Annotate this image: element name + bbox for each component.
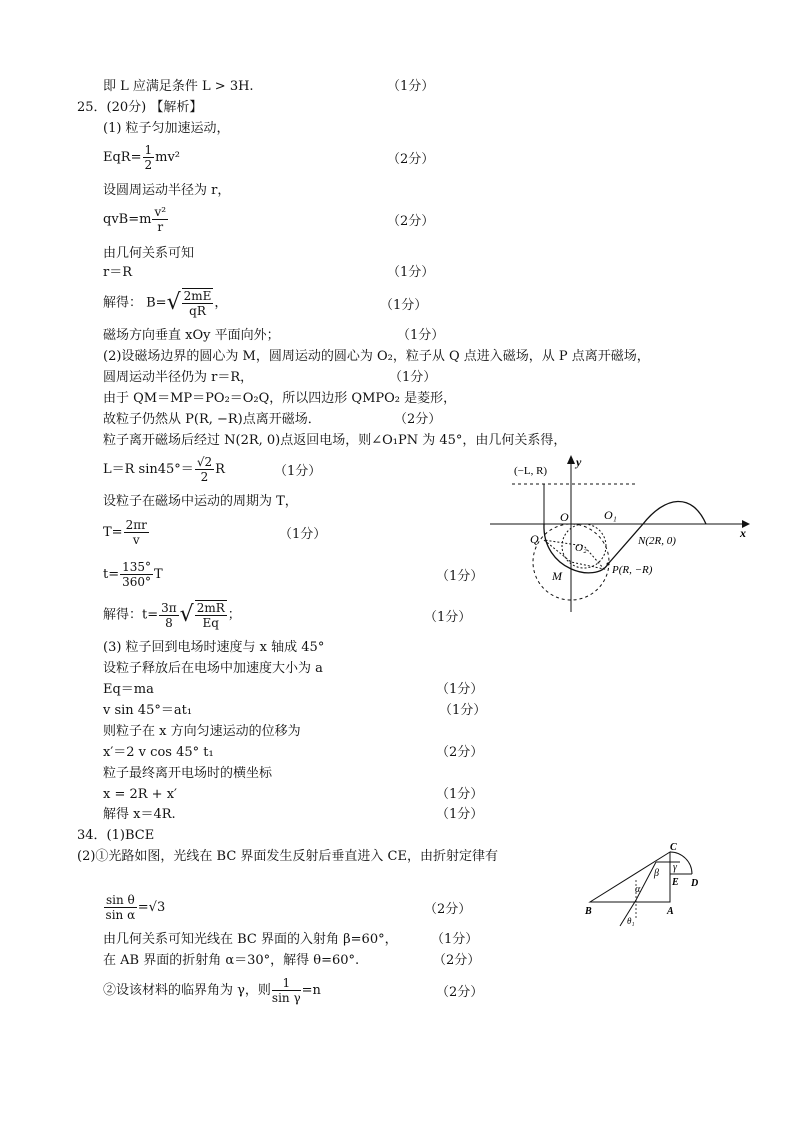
text-line: 粒子离开磁场后经过 N(2R, 0)点返回电场，则∠O₁PN 为 45°，由几何关系得， bbox=[103, 433, 567, 448]
question-25-heading: 25．(20分) 【解析】 bbox=[77, 100, 203, 115]
label-c: C bbox=[670, 842, 677, 853]
text-line: (1) 粒子匀加速运动， bbox=[103, 121, 230, 136]
label-e: E bbox=[672, 877, 679, 888]
equation: T= $\frac{2\pi r}{v}$ bbox=[103, 518, 147, 547]
equation: 解得：t= $\frac{3\pi}{8}$ √ $\frac{2mR}{Eq}$ ； bbox=[103, 600, 241, 630]
label-beta: β bbox=[654, 868, 659, 879]
label-b: B bbox=[585, 906, 592, 917]
y-axis-arrow-icon bbox=[567, 455, 575, 464]
equation: ②设该材料的临界角为 γ，则 $\frac{1}{\text{sin γ}}$ =n bbox=[103, 976, 321, 1005]
text-line: 在 AB 界面的折射角 α＝30°，解得 θ=60°. bbox=[103, 953, 360, 968]
text-line: 由几何关系可知光线在 BC 界面的入射角 β=60°， bbox=[103, 932, 398, 947]
equation: 解得： B=√ $\frac{2mE}{qR}$ ， bbox=[103, 289, 228, 318]
score: （1分） bbox=[436, 682, 484, 697]
score: （1分） bbox=[387, 265, 435, 280]
text-line: 故粒子仍然从 P(R, −R)点离开磁场． bbox=[103, 412, 321, 427]
p-label: P(R, −R) bbox=[612, 564, 653, 576]
electric-field-trajectory bbox=[608, 501, 706, 564]
score: （1分） bbox=[389, 370, 437, 385]
equation: L＝R sin45°＝ $\frac{√2}{2}$ R bbox=[103, 455, 225, 484]
q-label: Q bbox=[530, 532, 539, 546]
text-line: 磁场方向垂直 xOy 平面向外； bbox=[103, 328, 280, 343]
score: （1分） bbox=[387, 79, 435, 94]
text-line: Eq＝ma bbox=[103, 682, 154, 697]
n-label: N(2R, 0) bbox=[638, 535, 676, 547]
score: （2分） bbox=[394, 412, 442, 427]
magnetic-field-diagram bbox=[480, 452, 760, 617]
text-line: 即 L 应满足条件 L > 3H. bbox=[103, 79, 254, 94]
text-line: 由几何关系可知 bbox=[103, 246, 195, 261]
text-line: 设圆周运动半径为 r， bbox=[103, 183, 231, 198]
score: （1分） bbox=[439, 703, 487, 718]
text-line: 粒子最终离开电场时的横坐标 bbox=[103, 766, 273, 781]
origin-label: O bbox=[560, 510, 569, 524]
m-label: M bbox=[552, 569, 562, 583]
score: （1分） bbox=[431, 932, 479, 947]
text-line: (3) 粒子回到电场时速度与 x 轴成 45° bbox=[103, 640, 325, 655]
text-line: x′＝2 v cos 45° t₁ bbox=[103, 745, 214, 760]
equation: qvB=m $\frac{\text{v²}}{r}$ bbox=[103, 205, 167, 234]
label-a: A bbox=[667, 906, 674, 917]
text-line: 则粒子在 x 方向匀速运动的位移为 bbox=[103, 724, 301, 739]
score: （2分） bbox=[387, 214, 435, 229]
score: （2分） bbox=[433, 953, 481, 968]
text-line: 由于 QM＝MP＝PO₂＝O₂Q，所以四边形 QMPO₂ 是菱形， bbox=[103, 391, 457, 406]
score: （1分） bbox=[279, 527, 327, 542]
score: （1分） bbox=[436, 807, 484, 822]
text-line: 设粒子在磁场中运动的周期为 T， bbox=[103, 494, 298, 509]
text-line: 设粒子释放后在电场中加速度大小为 a bbox=[103, 661, 323, 676]
label-gamma: γ bbox=[673, 862, 677, 873]
score: （1分） bbox=[274, 464, 322, 479]
text-line: x = 2R + x′ bbox=[103, 787, 177, 802]
text-line: 解得 x＝4R. bbox=[103, 807, 176, 822]
o2-label: O₂ bbox=[575, 542, 587, 554]
text-line: (2)设磁场边界的圆心为 M，圆周运动的圆心为 O₂，粒子从 Q 点进入磁场，从 P 点离开磁场， bbox=[103, 349, 650, 364]
equation: EqR= $\frac{1}{2}$ mv² bbox=[103, 143, 181, 172]
text-line: 圆周运动半径仍为 r＝R， bbox=[103, 370, 254, 385]
score: （1分） bbox=[436, 569, 484, 584]
y-axis-label: y bbox=[576, 455, 582, 469]
score: （2分） bbox=[424, 902, 472, 917]
score: （2分） bbox=[436, 985, 484, 1000]
point-dot bbox=[607, 563, 610, 566]
question-34-heading: 34．(1)BCE bbox=[77, 828, 155, 843]
text-line: r＝R bbox=[103, 265, 133, 280]
label-d: D bbox=[691, 878, 699, 889]
score: （1分） bbox=[436, 787, 484, 802]
equation: $\frac{\text{sin θ}}{\text{sin α}}$ =√3 bbox=[105, 893, 166, 922]
prism-diagram bbox=[580, 840, 720, 935]
score: （1分） bbox=[380, 298, 428, 313]
score: （2分） bbox=[387, 152, 435, 167]
label-theta: θ₁ bbox=[627, 916, 635, 926]
equation: t= $\frac{135^\circ}{360^\circ}$ T bbox=[103, 560, 163, 589]
text-line: v sin 45°＝at₁ bbox=[103, 703, 193, 718]
point-label-top-left: (−L, R) bbox=[514, 465, 548, 477]
x-axis-label: x bbox=[740, 526, 746, 540]
text-line: (2)①光路如图，光线在 BC 界面发生反射后垂直进入 CE，由折射定律有 bbox=[77, 849, 498, 864]
score: （1分） bbox=[397, 328, 445, 343]
score: （2分） bbox=[436, 745, 484, 760]
score: （1分） bbox=[424, 610, 472, 625]
label-alpha: α bbox=[635, 884, 641, 895]
o1-label: O₁ bbox=[604, 508, 617, 522]
